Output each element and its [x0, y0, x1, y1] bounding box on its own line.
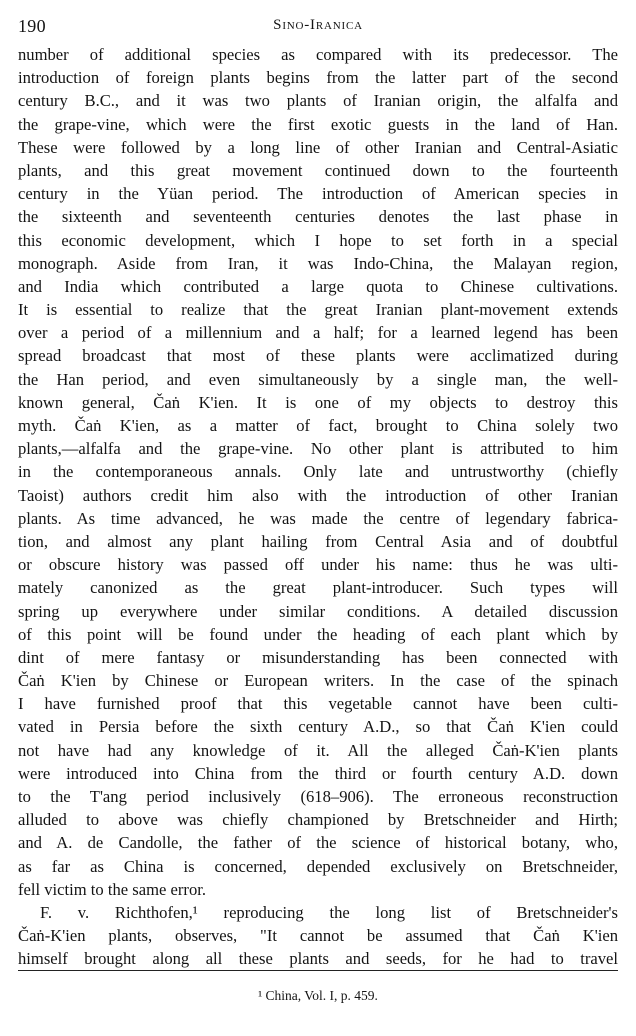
text-line: tion, and almost any plant hailing from Central Asia and of doubtful	[18, 531, 618, 551]
body-text	[18, 43, 618, 971]
text-line: plants. As time advanced, he was made the centre of legendary fabrica-	[18, 508, 618, 528]
text-line: century B.C., and it was two plants of Iranian origin, the alfalfa and	[18, 91, 618, 111]
text-line: monograph. Aside from Iran, it was Indo-China, the Malayan region,	[18, 253, 618, 273]
text-line: plants,—alfalfa and the grape-vine. No other plant is attributed to him	[18, 439, 618, 459]
running-title: Sino-Iranica	[273, 17, 363, 33]
text-line: Taoist) authors credit him also with the introduction of other Iranian	[18, 485, 618, 505]
text-line: and India which contributed a large quota to Chinese cultivations.	[18, 276, 618, 296]
text-line: Čaṅ-K'ien plants, observes, "It cannot be assumed that Čaṅ K'ien	[18, 926, 618, 946]
book-page	[18, 12, 618, 1028]
text-line: introduction of foreign plants begins from the latter part of the second	[18, 68, 618, 88]
text-line: Čaṅ K'ien by Chinese or European writers. In the case of the spinach	[18, 671, 618, 691]
text-line: vated in Persia before the sixth century A.D., so that Čaṅ K'ien could	[18, 717, 618, 737]
footnote: ¹ China, Vol. I, p. 459.	[258, 988, 378, 1003]
text-line: It is essential to realize that the great Iranian plant-movement extends	[18, 300, 618, 320]
text-line: or obscure history was passed off under his name: thus he was ulti-	[18, 555, 618, 575]
text-line: in the contemporaneous annals. Only late and untrustworthy (chiefly	[18, 462, 618, 482]
text-line: dint of mere fantasy or misunderstanding has been connected with	[18, 647, 618, 667]
page-number: 190	[18, 16, 46, 36]
text-line: this economic development, which I hope to set forth in a special	[18, 230, 618, 250]
text-line: myth. Čaṅ K'ien, as a matter of fact, brought to China solely two	[18, 416, 618, 435]
text-line: mately canonized as the great plant-introducer. Such types will	[18, 578, 618, 598]
text-line: the sixteenth and seventeenth centuries denotes the last phase in	[18, 207, 618, 227]
text-line: spread broadcast that most of these plants were acclimatized during	[18, 346, 618, 366]
text-line: plants, and this great movement continued down to the fourteenth	[18, 160, 618, 180]
text-line: himself brought along all these plants and seeds, for he had to travel	[18, 949, 618, 969]
running-head	[18, 12, 618, 38]
text-line: and A. de Candolle, the father of the science of historical botany, who,	[18, 833, 618, 853]
text-line: not have had any knowledge of it. All the alleged Čaṅ-K'ien plants	[18, 740, 618, 760]
text-line: as far as China is concerned, depended exclusively on Bretschneider,	[18, 856, 618, 876]
text-line: alluded to above was chiefly championed by Bretschneider and Hirth;	[18, 810, 618, 830]
footnote-divider	[18, 970, 618, 971]
text-line: the grape-vine, which were the first exotic guests in the land of Han.	[18, 114, 618, 134]
text-line: fell victim to the same error.	[18, 879, 207, 899]
text-line: over a period of a millennium and a half; for a learned legend has been	[18, 323, 618, 343]
text-line: number of additional species as compared with its predecessor. The	[18, 45, 618, 64]
text-line: the Han period, and even simultaneously by a single man, the well-	[18, 369, 618, 389]
text-line: to the T'ang period inclusively (618–906). The erroneous reconstruction	[18, 787, 618, 806]
text-line: These were followed by a long line of other Iranian and Central-Asiatic	[18, 137, 618, 157]
text-line: century in the Yüan period. The introduction of American species in	[18, 184, 618, 204]
text-line: of this point will be found under the heading of each plant which by	[18, 624, 618, 644]
text-line: I have furnished proof that this vegetable cannot have been culti-	[18, 694, 618, 714]
text-line: spring up everywhere under similar conditions. A detailed discussion	[18, 601, 618, 621]
text-line: were introduced into China from the third or fourth century A.D. down	[18, 763, 618, 783]
text-line: known general, Čaṅ K'ien. It is one of my objects to destroy this	[18, 392, 618, 412]
text-line: F. v. Richthofen,¹ reproducing the long list of Bretschneider's	[40, 902, 618, 922]
